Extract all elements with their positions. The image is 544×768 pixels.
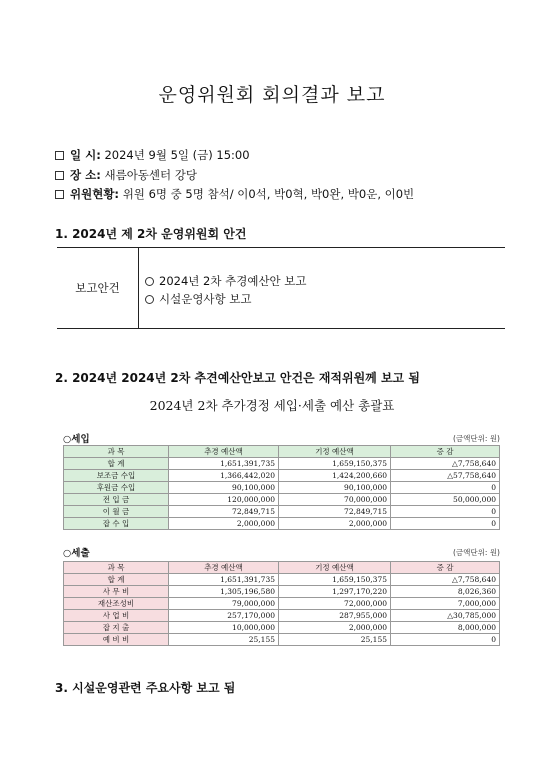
table-row: 잡 수 입 2,000,000 2,000,000 0 (64, 518, 500, 530)
info-label: 장 소: (70, 168, 101, 182)
circle-bullet-icon (145, 277, 154, 286)
agenda-table (57, 247, 505, 329)
agenda-item: 시설운영사항 보고 (145, 290, 505, 308)
info-label: 위원현황: (70, 187, 120, 201)
table-row: 예 비 비 25,155 25,155 0 (64, 634, 500, 646)
expense-unit: (금액단위: 원) (453, 548, 500, 557)
info-members (55, 187, 414, 201)
table-header-row: 과 목 추경 예산액 기정 예산액 증 감 (64, 446, 500, 458)
info-value: 2024년 9월 5일 (금) 15:00 (104, 148, 250, 162)
table-row: 이 월 금 72,849,715 72,849,715 0 (64, 506, 500, 518)
table-header-row: 과 목 추경 예산액 기정 예산액 증 감 (64, 562, 500, 574)
info-label: 일 시: (70, 148, 101, 162)
budget-title: 2024년 2차 추가경정 세입·세출 예산 총괄표 (149, 398, 395, 413)
checkbox-square-icon (55, 190, 64, 199)
info-datetime (55, 148, 250, 162)
circle-bullet-icon (145, 295, 154, 304)
expense-table (63, 561, 500, 646)
agenda-header: 보고안건 (57, 248, 139, 328)
revenue-label: ○세입 (63, 434, 90, 445)
revenue-table (63, 445, 500, 530)
table-row: 보조금 수입 1,366,442,020 1,424,200,660 △57,758,640 (64, 470, 500, 482)
table-row: 합 계 1,651,391,735 1,659,150,375 △7,758,640 (64, 458, 500, 470)
table-row: 후원금 수입 90,100,000 90,100,000 0 (64, 482, 500, 494)
table-row: 전 입 금 120,000,000 70,000,000 50,000,000 (64, 494, 500, 506)
checkbox-square-icon (55, 171, 64, 180)
info-value: 위원 6명 중 5명 참석/ 이0석, 박0혁, 박0완, 박0운, 이0빈 (122, 187, 415, 201)
revenue-unit: (금액단위: 원) (453, 434, 500, 443)
section-heading-3: 3. 시설운영관련 주요사항 보고 됨 (55, 681, 236, 695)
info-value: 새름아동센터 강당 (104, 168, 198, 182)
agenda-body (139, 248, 505, 328)
table-row: 잡 지 출 10,000,000 2,000,000 8,000,000 (64, 622, 500, 634)
table-row: 사 무 비 1,305,196,580 1,297,170,220 8,026,360 (64, 586, 500, 598)
agenda-item: 2024년 2차 추경예산안 보고 (145, 272, 505, 290)
section-heading-2: 2. 2024년 2024년 2차 추견예산안보고 안건은 재적위원께 보고 됨 (55, 371, 420, 385)
section-heading-1: 1. 2024년 제 2차 운영위원회 안건 (55, 227, 247, 241)
expense-label: ○세출 (63, 548, 90, 559)
table-row: 재산조성비 79,000,000 72,000,000 7,000,000 (64, 598, 500, 610)
page-title: 운영위원회 회의결과 보고 (158, 84, 386, 106)
info-place (55, 168, 197, 182)
table-row: 사 업 비 257,170,000 287,955,000 △30,785,000 (64, 610, 500, 622)
checkbox-square-icon (55, 151, 64, 160)
table-row: 합 계 1,651,391,735 1,659,150,375 △7,758,640 (64, 574, 500, 586)
